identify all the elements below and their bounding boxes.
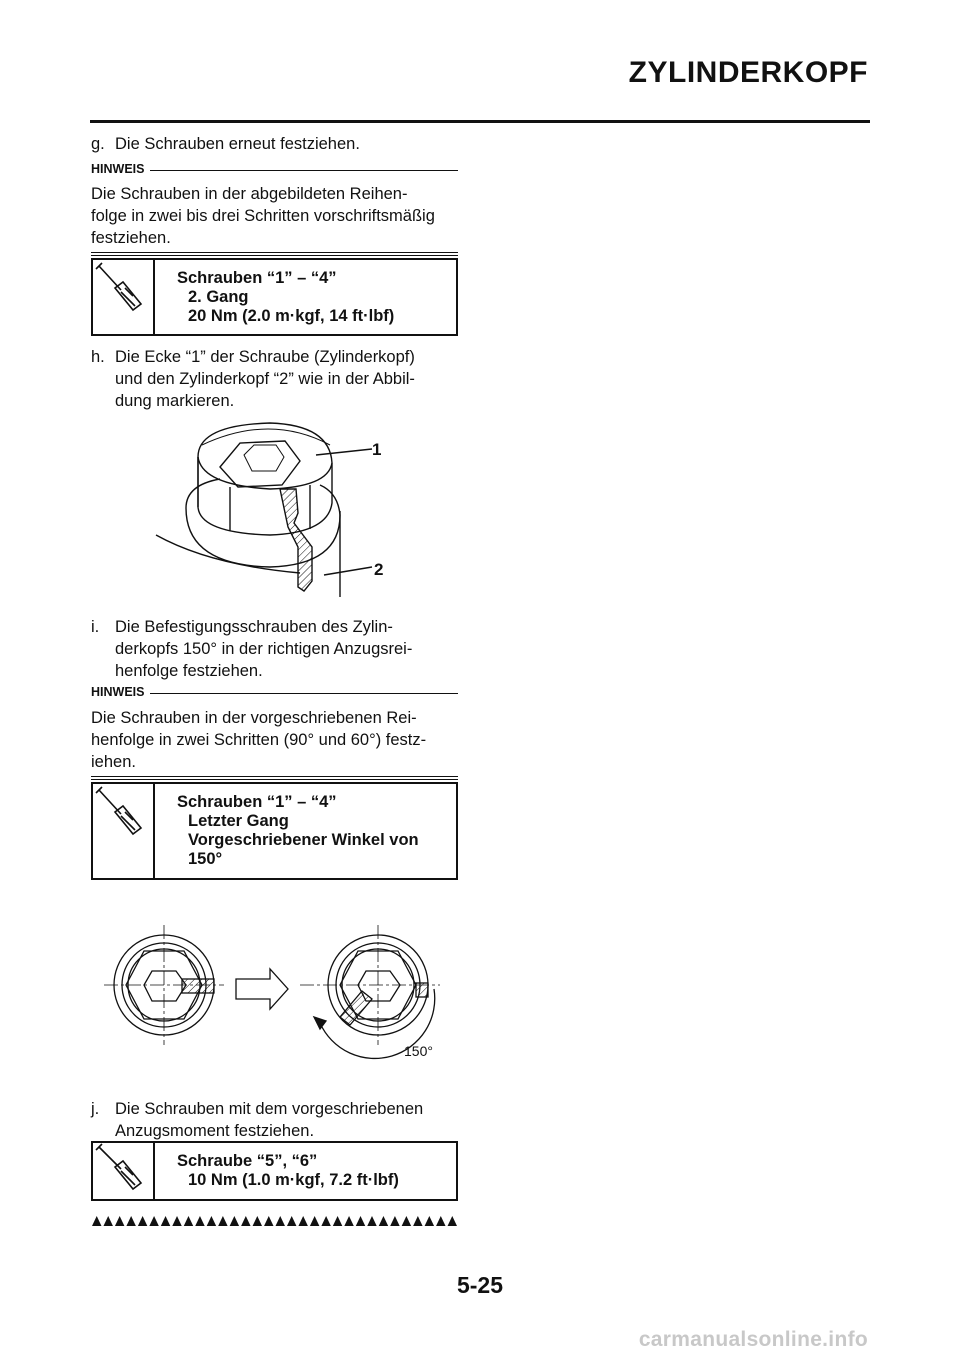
end-triangle [367, 1216, 376, 1226]
spec-line: 10 Nm (1.0 m·kgf, 7.2 ft·lbf) [188, 1171, 399, 1189]
torque-wrench-icon [93, 784, 155, 878]
end-triangle [379, 1216, 388, 1226]
note-body: Die Schrauben in der vorgeschriebenen Rei- henfolge in zwei Schritten (90° und 60°) festz- iehen. [91, 709, 427, 771]
spec-line: Vorgeschriebener Winkel von [188, 831, 419, 849]
section-end-marker [91, 1214, 458, 1226]
end-triangle [172, 1216, 181, 1226]
end-triangle [103, 1216, 112, 1226]
end-triangle [115, 1216, 124, 1226]
step-i [91, 616, 458, 682]
torque-wrench-icon [93, 260, 155, 334]
step-j [91, 1098, 458, 1142]
page-number: 5-25 [456, 1272, 504, 1298]
end-triangle [241, 1216, 250, 1226]
end-triangle [92, 1216, 101, 1226]
step-label: i. [91, 618, 100, 636]
end-triangle [184, 1216, 193, 1226]
step-text-cont: und den Zylinderkopf “2” wie in der Abbil- dung markieren. [115, 370, 415, 410]
bolt-marking-figure [150, 415, 400, 605]
spec-line: 150° [188, 850, 223, 868]
spec-line: Letzter Gang [188, 812, 289, 830]
end-triangle [218, 1216, 227, 1226]
torque-spec-box [91, 1141, 458, 1201]
step-label: h. [91, 348, 105, 366]
spec-title: Schraube “5”, “6” [177, 1152, 318, 1170]
note-body: Die Schrauben in der abgebildeten Reihen- folge in zwei bis drei Schritten vorschriftsmäßig festziehen. [91, 185, 435, 247]
step-text: Die Befestigungsschrauben des Zylin- [115, 618, 393, 636]
step-h [91, 346, 458, 412]
end-triangle [402, 1216, 411, 1226]
end-triangle [161, 1216, 170, 1226]
end-triangle [298, 1216, 307, 1226]
step-text: Die Ecke “1” der Schraube (Zylinderkopf) [115, 348, 415, 366]
step-text-cont: Anzugsmoment festziehen. [115, 1122, 315, 1140]
end-triangle [356, 1216, 365, 1226]
torque-spec-box [91, 782, 458, 880]
note-end-rule [91, 252, 458, 256]
spec-line: 20 Nm (2.0 m·kgf, 14 ft·lbf) [188, 307, 395, 325]
note-heading [91, 162, 458, 176]
end-triangle [207, 1216, 216, 1226]
spec-title: Schrauben “1” – “4” [177, 269, 337, 287]
torque-wrench-icon [93, 1143, 155, 1199]
spec-title: Schrauben “1” – “4” [177, 793, 337, 811]
end-triangle [195, 1216, 204, 1226]
page-title: ZYLINDERKOPF [628, 56, 868, 89]
end-triangle [436, 1216, 445, 1226]
end-triangle [138, 1216, 147, 1226]
end-triangle [413, 1216, 422, 1226]
header-rule [90, 120, 870, 123]
end-triangle [321, 1216, 330, 1226]
angle-label: 150° [404, 1043, 433, 1059]
end-triangle [264, 1216, 273, 1226]
callout-1: 1 [372, 440, 382, 459]
end-triangle [425, 1216, 434, 1226]
watermark: carmanualsonline.info [638, 1328, 868, 1351]
callout-2: 2 [374, 560, 384, 579]
end-triangle [230, 1216, 239, 1226]
end-triangle [390, 1216, 399, 1226]
end-triangle [333, 1216, 342, 1226]
end-triangle [126, 1216, 135, 1226]
end-triangle [287, 1216, 296, 1226]
note-heading [91, 685, 458, 699]
note-heading-label: HINWEIS [91, 685, 145, 699]
end-triangle [276, 1216, 285, 1226]
angle-tightening-figure [100, 925, 450, 1065]
step-text: Die Schrauben mit dem vorgeschriebenen [115, 1100, 424, 1118]
note-end-rule [91, 776, 458, 780]
step-g [91, 133, 458, 155]
torque-spec-box [91, 258, 458, 336]
end-triangle [310, 1216, 319, 1226]
step-label: g. [91, 135, 105, 153]
end-triangle [344, 1216, 353, 1226]
spec-line: 2. Gang [188, 288, 249, 306]
end-triangle [149, 1216, 158, 1226]
note-heading-label: HINWEIS [91, 162, 145, 176]
step-label: j. [91, 1100, 100, 1118]
step-text: Die Schrauben erneut festziehen. [115, 135, 360, 153]
end-triangle [253, 1216, 262, 1226]
step-text-cont: derkopfs 150° in der richtigen Anzugsrei- henfolge festziehen. [115, 640, 413, 680]
end-triangle [448, 1216, 457, 1226]
